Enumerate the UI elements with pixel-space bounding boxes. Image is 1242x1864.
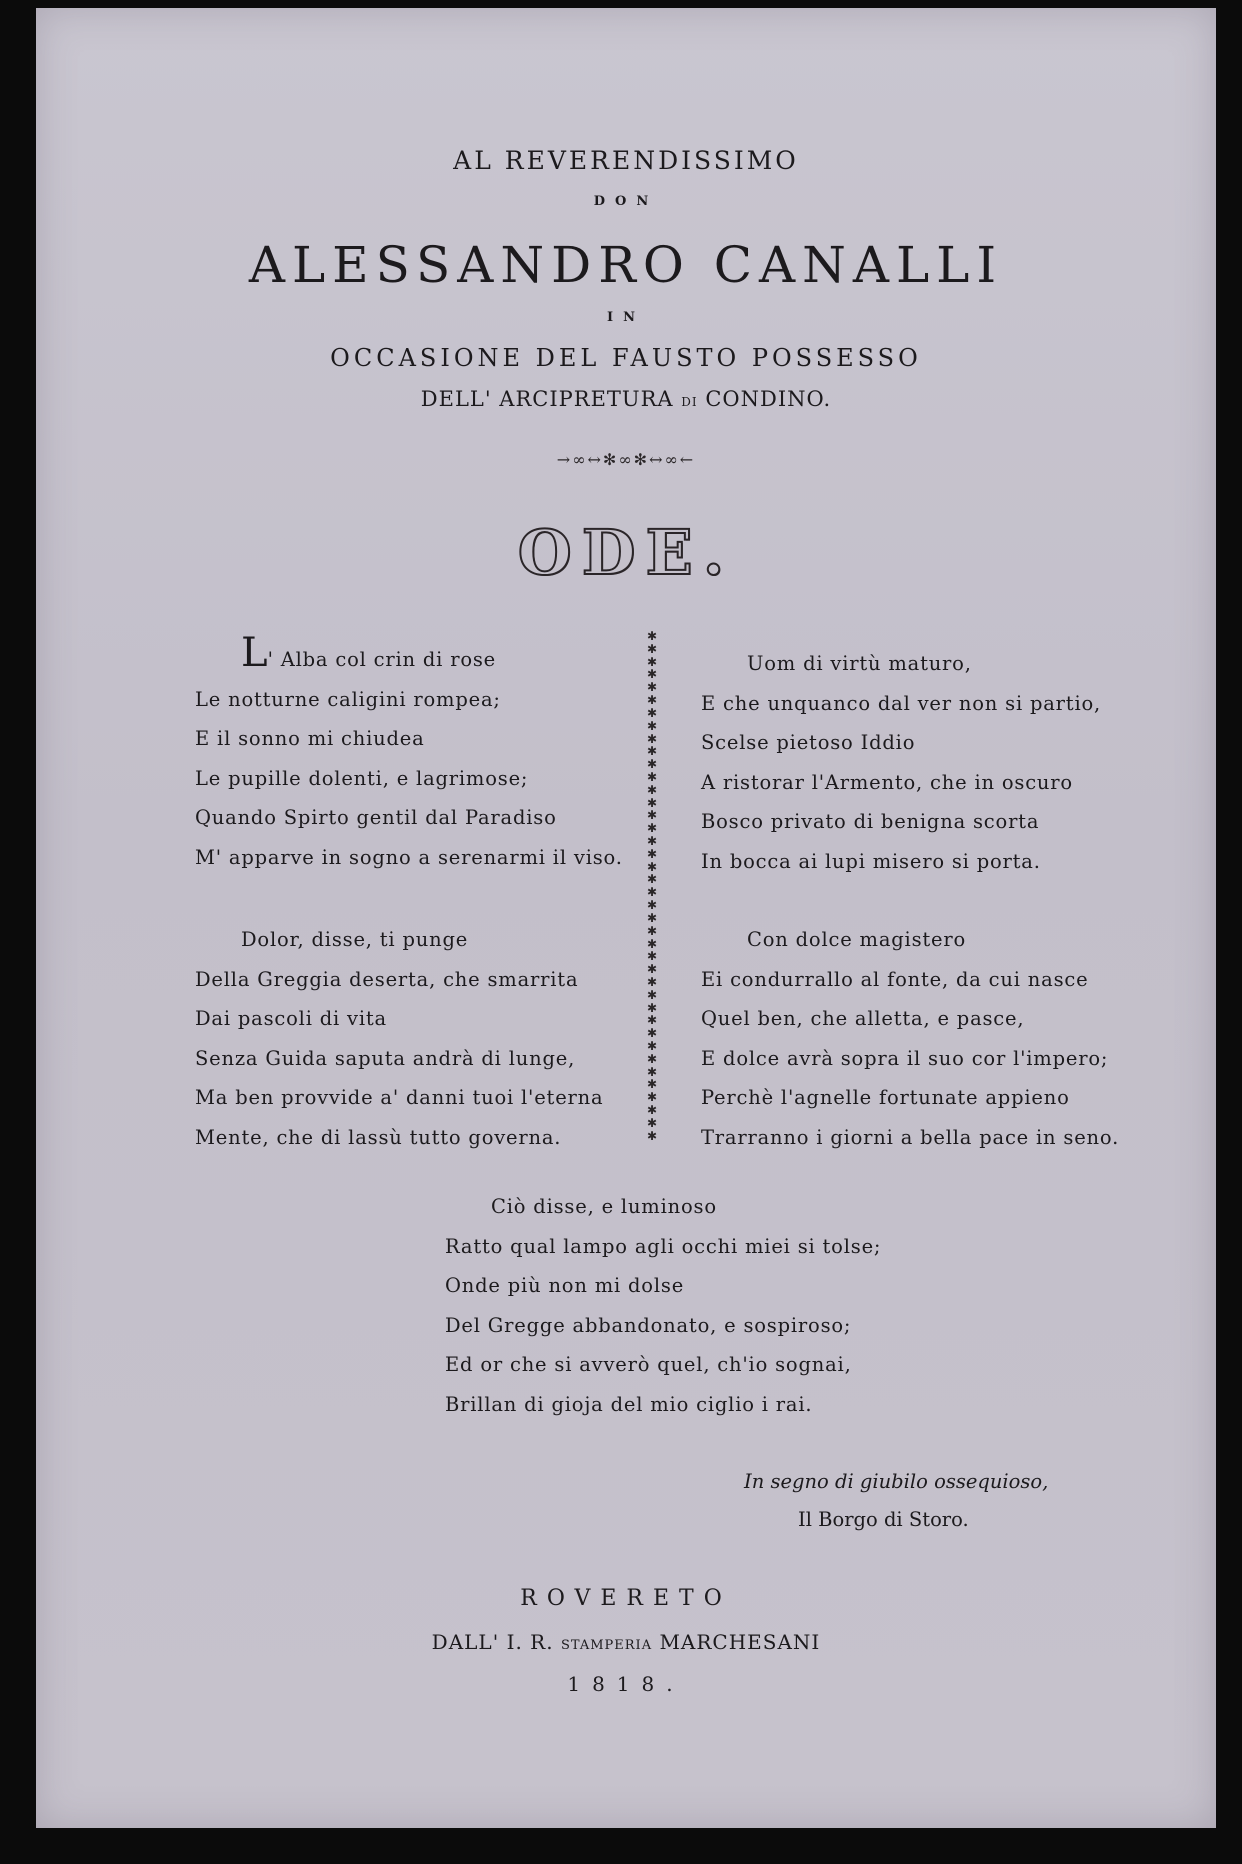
stanza-line: Della Greggia deserta, che smarrita bbox=[195, 967, 579, 991]
stanza-line: Uom di virtù maturo, bbox=[747, 652, 972, 675]
stanza-line: Ed or che si avverò quel, ch'io sognai, bbox=[445, 1353, 852, 1376]
divider-star-icon: ✱ bbox=[647, 1051, 658, 1066]
divider-star-icon: ✱ bbox=[647, 667, 658, 682]
stanza-line: Senza Guida saputa andrà di lunge, bbox=[195, 1046, 576, 1070]
divider-star-icon: ✱ bbox=[647, 936, 658, 951]
imprint-press-name: MARCHESANI bbox=[659, 1630, 821, 1654]
stanza-line: Mente, che di lassù tutto governa. bbox=[195, 1125, 562, 1149]
stanza-final bbox=[445, 1187, 881, 1424]
stanza-line: Con dolce magistero bbox=[747, 928, 967, 951]
divider-star-icon: ✱ bbox=[647, 898, 658, 913]
stanza-line: A ristorar l'Armento, che in oscuro bbox=[701, 770, 1073, 794]
divider-star-icon: ✱ bbox=[647, 923, 658, 938]
stanza-line: Trarranno i giorni a bella pace in seno. bbox=[701, 1125, 1120, 1149]
divider-star-icon: ✱ bbox=[647, 718, 658, 733]
first-line-rest: ' Alba col crin di rose bbox=[267, 648, 497, 671]
divider-star-icon: ✱ bbox=[647, 769, 658, 784]
divider-star-icon: ✱ bbox=[647, 859, 658, 874]
imprint-press-small: STAMPERIA bbox=[560, 1638, 653, 1653]
divider-star-icon: ✱ bbox=[647, 693, 658, 708]
stanza-line: Del Gregge abbandonato, e sospiroso; bbox=[445, 1313, 852, 1337]
divider-star-icon: ✱ bbox=[647, 1115, 658, 1130]
occasion-line: OCCASIONE DEL FAUSTO POSSESSO bbox=[330, 344, 922, 372]
divider-star-icon: ✱ bbox=[647, 974, 658, 989]
divider-star-icon: ✱ bbox=[647, 872, 658, 887]
divider-star-icon: ✱ bbox=[647, 629, 658, 643]
ode-title: ODE. bbox=[517, 516, 735, 589]
divider-star-icon: ✱ bbox=[647, 680, 658, 695]
divider-star-icon: ✱ bbox=[647, 654, 658, 669]
dedication-line: AL REVERENDISSIMO bbox=[453, 146, 799, 175]
divider-star-icon: ✱ bbox=[647, 1026, 658, 1041]
arcipretura-line bbox=[36, 387, 1216, 411]
stanza-line: Perchè l'agnelle fortunate appieno bbox=[701, 1086, 1070, 1109]
stanza-line: E che unquanco dal ver non si partio, bbox=[701, 691, 1102, 715]
divider-star-icon: ✱ bbox=[647, 744, 658, 759]
stanza-line: Quando Spirto gentil dal Paradiso bbox=[195, 806, 557, 829]
stanza-line: Onde più non mi dolse bbox=[445, 1274, 685, 1297]
divider-star-icon: ✱ bbox=[647, 834, 658, 848]
divider-star-icon: ✱ bbox=[647, 808, 658, 823]
divider-star-icon: ✱ bbox=[647, 949, 658, 964]
divider-star-icon: ✱ bbox=[647, 885, 658, 900]
dedication-in: IN bbox=[607, 310, 645, 325]
stanza-line: M' apparve in sogno a serenarmi il viso. bbox=[195, 845, 623, 869]
stanza-line: Le notturne caligini rompea; bbox=[195, 687, 501, 711]
divider-star-icon: ✱ bbox=[647, 987, 658, 1002]
arcipretura-place: CONDINO. bbox=[705, 387, 832, 411]
stanza-right-top bbox=[701, 644, 1101, 881]
imprint-press-prefix: DALL' I. R. bbox=[431, 1630, 554, 1654]
imprint-press bbox=[36, 1630, 1216, 1654]
imprint-year: 1818. bbox=[567, 1672, 685, 1696]
divider-star-icon: ✱ bbox=[647, 795, 658, 810]
divider-star-icon: ✱ bbox=[647, 821, 658, 836]
stanza-line: E il sonno mi chiudea bbox=[195, 727, 425, 750]
divider-star-icon: ✱ bbox=[647, 1039, 658, 1053]
stanza-line: Brillan di gioja del mio ciglio i rai. bbox=[445, 1392, 813, 1416]
divider-star-icon: ✱ bbox=[647, 962, 658, 977]
stanza-line: In bocca ai lupi misero si porta. bbox=[701, 849, 1041, 873]
stanza-line: Dai pascoli di vita bbox=[195, 1007, 387, 1030]
stanza-line: Quel ben, che alletta, e pasce, bbox=[701, 1007, 1025, 1030]
signature-name: Il Borgo di Storo. bbox=[798, 1508, 969, 1531]
divider-star-icon: ✱ bbox=[647, 731, 658, 746]
divider-star-icon: ✱ bbox=[647, 1090, 658, 1105]
signature-dedication: In segno di giubilo ossequioso, bbox=[744, 1470, 1049, 1493]
divider-star-icon: ✱ bbox=[647, 846, 658, 861]
stanza-line: Scelse pietoso Iddio bbox=[701, 731, 916, 754]
drop-cap: L bbox=[241, 630, 268, 676]
divider-star-icon: ✱ bbox=[647, 705, 658, 720]
stanza-line: Dolor, disse, ti punge bbox=[241, 928, 469, 951]
divider-star-icon: ✱ bbox=[647, 1064, 658, 1079]
stanza-left-bottom bbox=[195, 920, 603, 1157]
ornament-divider: →∞↔✻∞✻↔∞← bbox=[556, 450, 696, 469]
divider-star-icon: ✱ bbox=[647, 1000, 658, 1015]
divider-star-icon: ✱ bbox=[647, 1103, 658, 1118]
imprint-city: ROVERETO bbox=[520, 1586, 732, 1611]
column-divider bbox=[637, 631, 667, 1141]
divider-star-icon: ✱ bbox=[647, 641, 658, 656]
dedication-don: DON bbox=[593, 194, 659, 209]
arcipretura-di: DI bbox=[681, 395, 698, 409]
divider-star-icon: ✱ bbox=[647, 1128, 658, 1143]
stanza-line: Le pupille dolenti, e lagrimose; bbox=[195, 766, 529, 790]
stanza-line: Ei condurrallo al fonte, da cui nasce bbox=[701, 967, 1089, 991]
divider-star-icon: ✱ bbox=[647, 782, 658, 797]
printed-sheet bbox=[36, 8, 1216, 1828]
divider-star-icon: ✱ bbox=[647, 910, 658, 925]
divider-star-icon: ✱ bbox=[647, 1013, 658, 1028]
stanza-line bbox=[195, 630, 623, 680]
arcipretura-text: DELL' ARCIPRETURA bbox=[420, 387, 674, 411]
stanza-line: Bosco privato di benigna scorta bbox=[701, 810, 1040, 833]
stanza-line: E dolce avrà sopra il suo cor l'impero; bbox=[701, 1046, 1109, 1070]
divider-star-icon: ✱ bbox=[647, 1077, 658, 1092]
stanza-right-bottom bbox=[701, 920, 1119, 1157]
divider-star-icon: ✱ bbox=[647, 757, 658, 772]
stanza-line: Ratto qual lampo agli occhi miei si tolse; bbox=[445, 1234, 882, 1258]
stanza-line: Ma ben provvide a' danni tuoi l'eterna bbox=[195, 1086, 604, 1109]
dedicatee-name: ALESSANDRO CANALLI bbox=[248, 236, 1004, 294]
stanza-left-top bbox=[195, 630, 623, 877]
stanza-line: Ciò disse, e luminoso bbox=[491, 1195, 717, 1218]
